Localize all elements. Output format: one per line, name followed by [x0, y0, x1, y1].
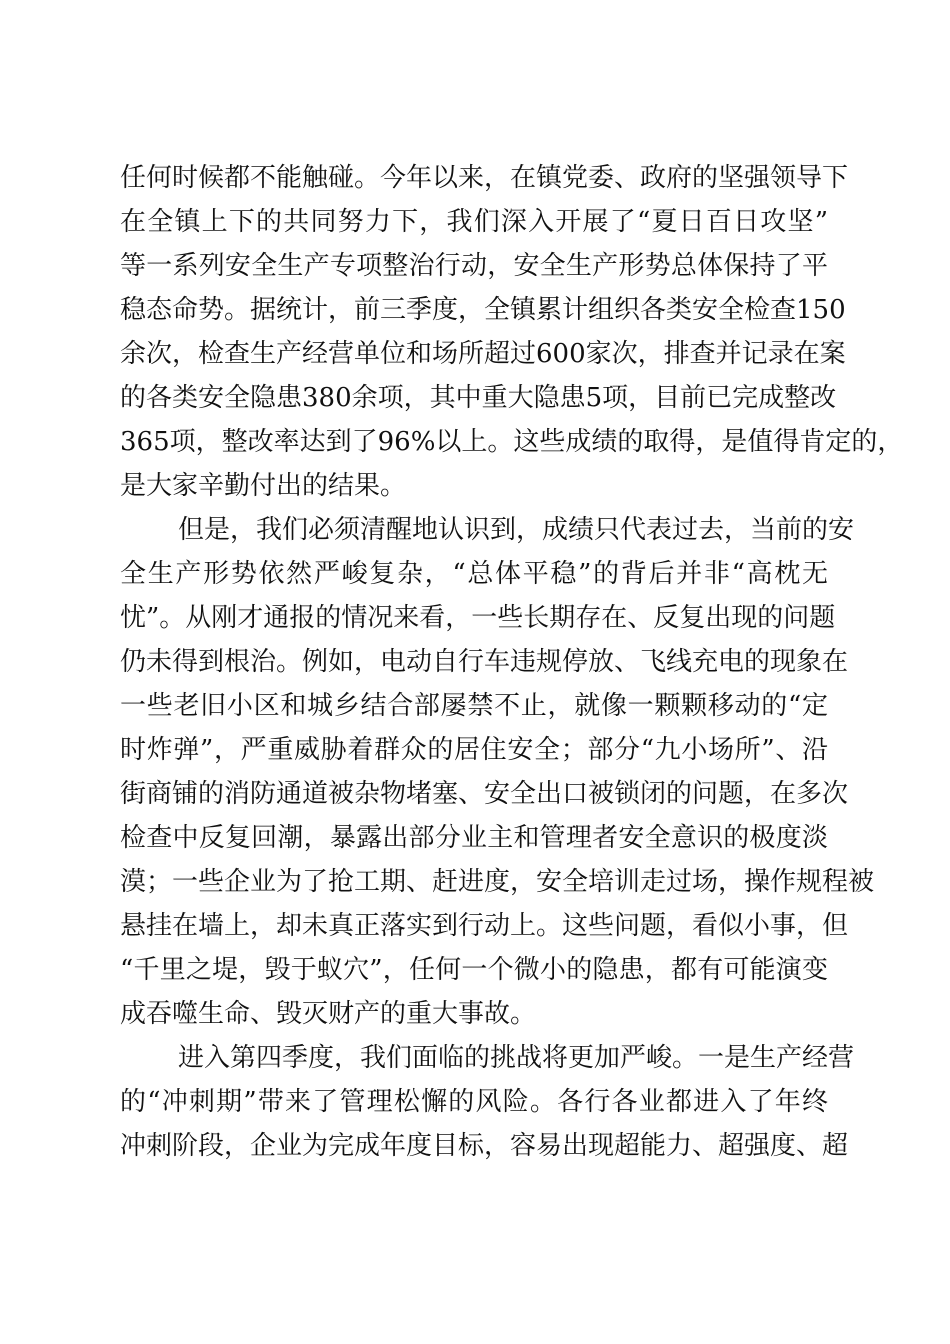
- text-line: “千里之堤，毁于蚁穴”，任何一个微小的隐患，都有可能演变: [120, 955, 828, 985]
- text-line: 的“冲刺期”带来了管理松懈的风险。各行各业都进入了年终: [120, 1087, 828, 1117]
- text-line: 的各类安全隐患380余项，其中重大隐患5项，目前已完成整改: [120, 383, 837, 413]
- paragraph: [120, 1036, 855, 1168]
- text-line: 在全镇上下的共同努力下，我们深入开展了“夏日百日攻坚”: [120, 207, 828, 237]
- text-line: 稳态命势。据统计，前三季度，全镇累计组织各类安全检查150: [120, 295, 846, 325]
- text-line: 任何时候都不能触碰。今年以来，在镇党委、政府的坚强领导下: [120, 163, 849, 193]
- text-line: 仍未得到根治。例如，电动自行车违规停放、飞线充电的现象在: [120, 647, 849, 677]
- text-line: 余次，检查生产经营单位和场所超过600家次，排查并记录在案: [120, 339, 846, 369]
- paragraph: [120, 508, 875, 1036]
- text-line: 成吞噬生命、毁灭财产的重大事故。: [120, 999, 537, 1029]
- text-line: 忧”。从刚才通报的情况来看，一些长期存在、反复出现的问题: [120, 603, 836, 633]
- text-line: 检查中反复回潮，暴露出部分业主和管理者安全意识的极度淡: [120, 823, 828, 853]
- text-line: 365项，整改率达到了96%以上。这些成绩的取得，是值得肯定的，: [120, 427, 904, 457]
- text-line: 漠；一些企业为了抢工期、赶进度，安全培训走过场，操作规程被: [120, 867, 875, 897]
- document-page: [120, 156, 904, 1168]
- text-line: 等一系列安全生产专项整治行动，安全生产形势总体保持了平: [120, 251, 828, 281]
- text-line: 悬挂在墙上，却未真正落实到行动上。这些问题，看似小事，但: [120, 911, 849, 941]
- paragraph: [120, 156, 904, 508]
- text-line: 全生产形势依然严峻复杂，“总体平稳”的背后并非“高枕无: [120, 559, 828, 589]
- text-line: 一些老旧小区和城乡结合部屡禁不止，就像一颗颗移动的“定: [120, 691, 828, 721]
- text-line: 冲刺阶段，企业为完成年度目标，容易出现超能力、超强度、超: [120, 1131, 849, 1161]
- text-line: 但是，我们必须清醒地认识到，成绩只代表过去，当前的安: [178, 515, 855, 545]
- text-line: 街商铺的消防通道被杂物堵塞、安全出口被锁闭的问题，在多次: [120, 779, 849, 809]
- text-line: 时炸弹”，严重威胁着群众的居住安全；部分“九小场所”、沿: [120, 735, 828, 765]
- text-line: 是大家辛勤付出的结果。: [120, 471, 407, 501]
- text-line: 进入第四季度，我们面临的挑战将更加严峻。一是生产经营: [178, 1043, 855, 1073]
